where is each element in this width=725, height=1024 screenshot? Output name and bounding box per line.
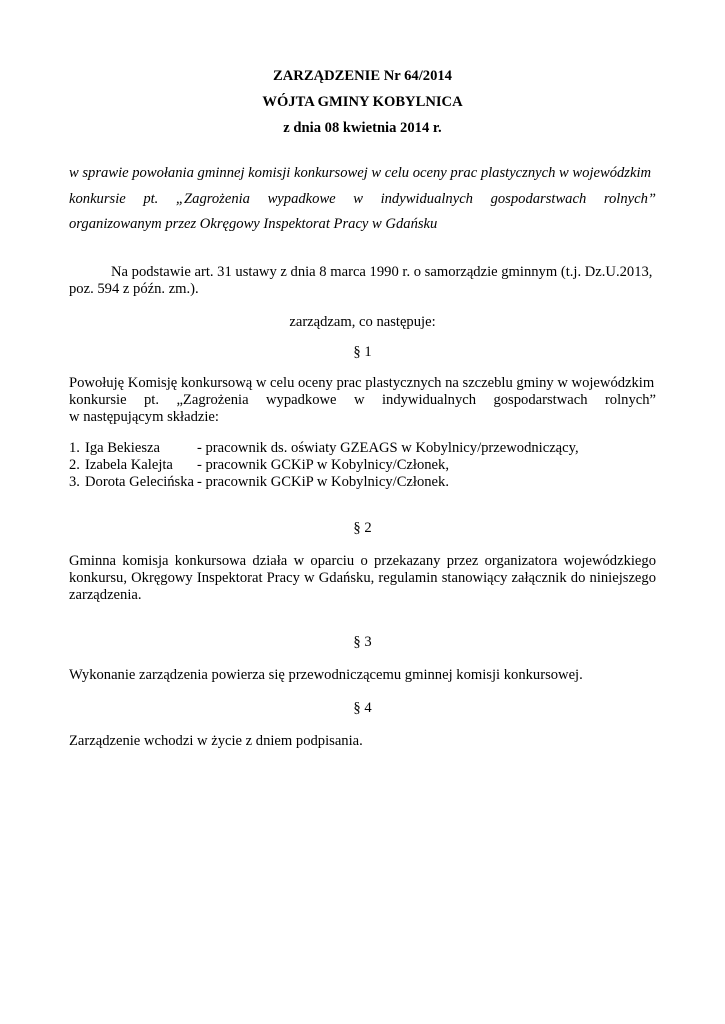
list-item-name: Dorota Gelecińska — [85, 474, 195, 490]
list-item-role: - pracownik GCKiP w Kobylnicy/Członek, — [197, 457, 449, 473]
subject-line-3: organizowanym przez Okręgowy Inspektorat Pracy w Gdańsku — [69, 216, 438, 232]
section-2-line-1: Gminna komisja konkursowa działa w oparciu o przekazany przez organizatora wojewódzkiego — [69, 553, 656, 569]
list-item-number: 2. — [69, 457, 80, 473]
list-item — [69, 474, 669, 491]
subject-line-1: w sprawie powołania gminnej komisji konkursowej w celu oceny prac plastycznych w wojewódzkim — [69, 165, 652, 181]
legal-basis-line-2: poz. 594 z późn. zm.). — [69, 281, 199, 297]
section-1-line-3: w następującym składzie: — [69, 409, 219, 425]
section-1-mark: § 1 — [353, 344, 372, 360]
subject-line-2: konkursie pt. „Zagrożenia wypadkowe w indywidualnych gospodarstwach rolnych” — [69, 191, 656, 207]
section-2-line-2: konkursu, Okręgowy Inspektorat Pracy w Gdańsku, regulamin stanowiący załącznik do niniejszego — [69, 570, 656, 586]
section-4-text: Zarządzenie wchodzi w życie z dniem podpisania. — [69, 733, 363, 749]
section-2-line-3: zarządzenia. — [69, 587, 142, 603]
list-item-number: 3. — [69, 474, 80, 490]
section-3-mark: § 3 — [353, 634, 372, 650]
list-item-name: Izabela Kalejta — [85, 457, 173, 473]
list-item-role: - pracownik ds. oświaty GZEAGS w Kobylnicy/przewodniczący, — [197, 440, 579, 456]
list-item-name: Iga Bekiesza — [85, 440, 160, 456]
document-title: ZARZĄDZENIE Nr 64/2014 — [273, 68, 452, 84]
section-2-mark: § 2 — [353, 520, 372, 536]
section-1-line-1: Powołuję Komisję konkursową w celu oceny prac plastycznych na szczeblu gminy w wojewódzkim — [69, 375, 655, 391]
issuing-authority: WÓJTA GMINY KOBYLNICA — [262, 94, 463, 110]
section-4-mark: § 4 — [353, 700, 372, 716]
list-item — [69, 440, 669, 457]
list-item-role: - pracownik GCKiP w Kobylnicy/Członek. — [197, 474, 449, 490]
section-1-line-2: konkursie pt. „Zagrożenia wypadkowe w indywidualnych gospodarstwach rolnych” — [69, 392, 656, 408]
decree-phrase: zarządzam, co następuje: — [289, 314, 436, 330]
list-item-number: 1. — [69, 440, 80, 456]
list-item — [69, 457, 669, 474]
section-3-text: Wykonanie zarządzenia powierza się przewodniczącemu gminnej komisji konkursowej. — [69, 667, 583, 683]
document-date: z dnia 08 kwietnia 2014 r. — [283, 120, 442, 136]
legal-basis-line-1: Na podstawie art. 31 ustawy z dnia 8 marca 1990 r. o samorządzie gminnym (t.j. Dz.U.2013, — [111, 264, 653, 280]
